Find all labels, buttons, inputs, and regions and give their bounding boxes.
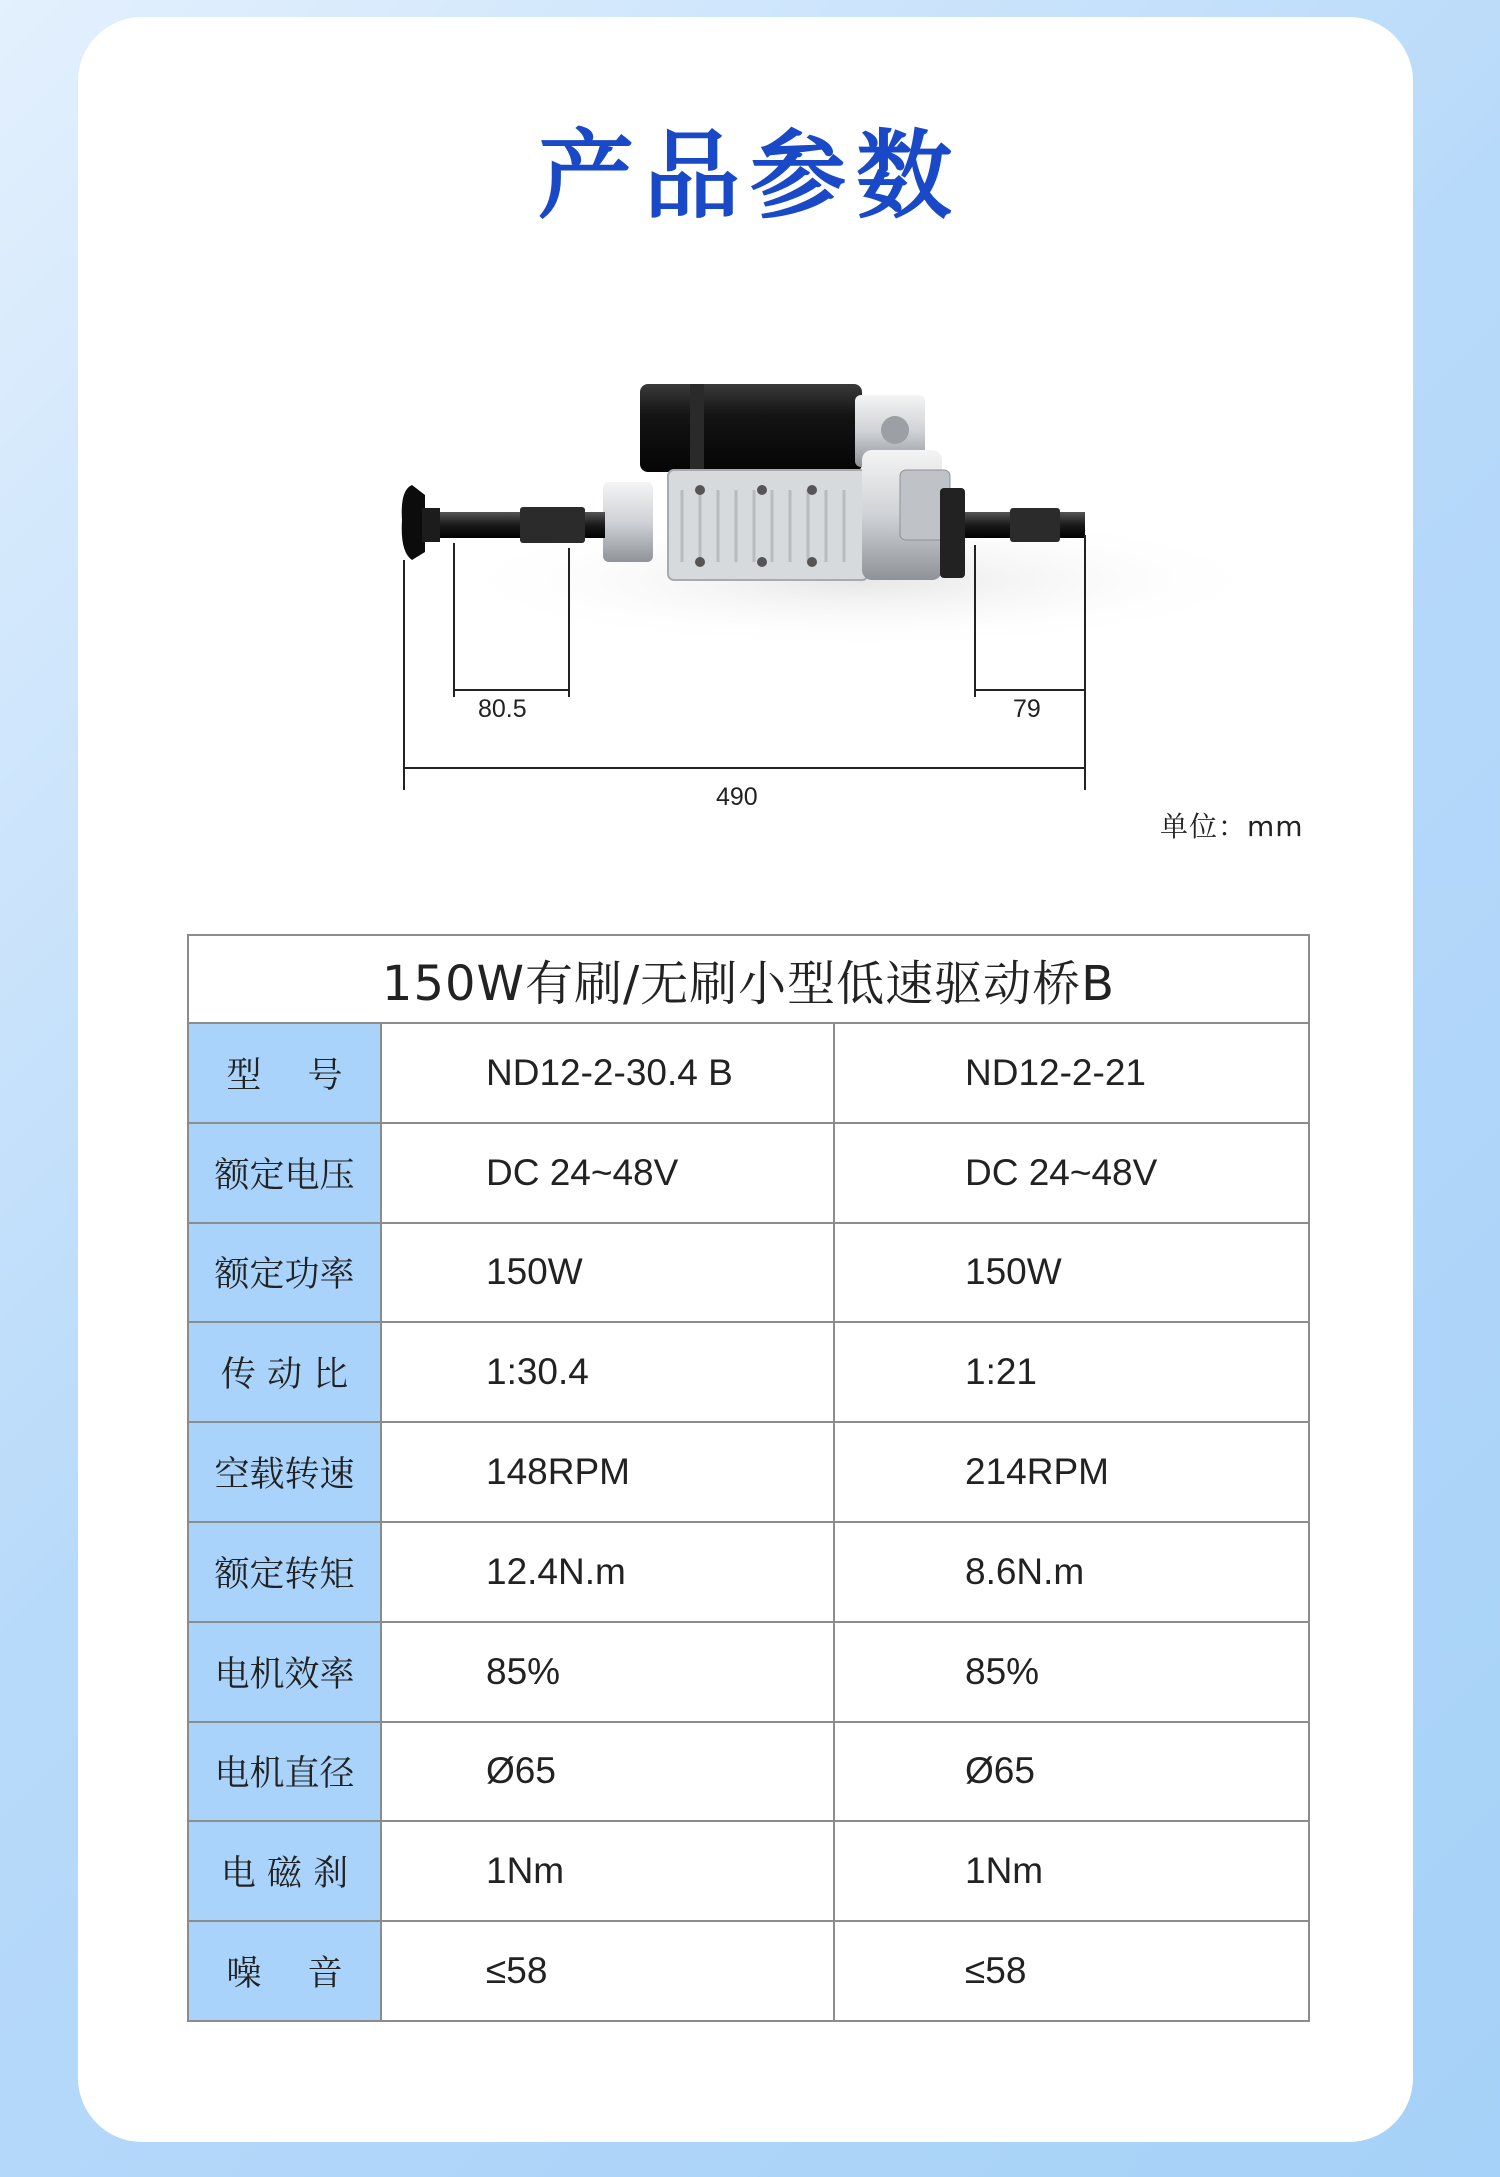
row-value-col1: ND12-2-30.4 B — [381, 1023, 834, 1123]
row-value-col2: ≤58 — [834, 1921, 1309, 2021]
row-label: 传 动 比 — [188, 1322, 381, 1422]
row-label: 电 磁 刹 — [188, 1821, 381, 1921]
table-row — [188, 1223, 1309, 1323]
product-dimension-drawing — [0, 0, 1500, 900]
row-value-col1: 85% — [381, 1622, 834, 1722]
dimension-right-shaft: 79 — [1013, 695, 1041, 723]
table-row — [188, 1622, 1309, 1722]
row-value-col1: DC 24~48V — [381, 1123, 834, 1223]
row-value-col2: 1:21 — [834, 1322, 1309, 1422]
table-row — [188, 1422, 1309, 1522]
row-label: 额定转矩 — [188, 1522, 381, 1622]
page-title: 产品参数 — [538, 120, 962, 232]
row-value-col1: 148RPM — [381, 1422, 834, 1522]
row-value-col1: 1Nm — [381, 1821, 834, 1921]
hub-flange — [402, 485, 440, 560]
row-label: 型 号 — [188, 1023, 381, 1123]
spec-table — [187, 934, 1310, 2022]
row-label: 电机效率 — [188, 1622, 381, 1722]
spec-table-title: 150W有刷/无刷小型低速驱动桥B — [188, 935, 1309, 1023]
row-value-col1: 150W — [381, 1223, 834, 1323]
table-row — [188, 1821, 1309, 1921]
row-label: 空载转速 — [188, 1422, 381, 1522]
row-label: 额定功率 — [188, 1223, 381, 1323]
row-value-col2: 85% — [834, 1622, 1309, 1722]
dimension-total-length: 490 — [716, 783, 758, 811]
table-row — [188, 1921, 1309, 2021]
row-value-col2: 150W — [834, 1223, 1309, 1323]
row-value-col1: 12.4N.m — [381, 1522, 834, 1622]
table-row — [188, 1522, 1309, 1622]
row-value-col2: 214RPM — [834, 1422, 1309, 1522]
row-value-col2: 1Nm — [834, 1821, 1309, 1921]
row-label: 噪 音 — [188, 1921, 381, 2021]
table-row — [188, 1722, 1309, 1822]
row-value-col1: ≤58 — [381, 1921, 834, 2021]
row-value-col2: Ø65 — [834, 1722, 1309, 1822]
row-value-col2: DC 24~48V — [834, 1123, 1309, 1223]
table-row — [188, 1322, 1309, 1422]
unit-label: 单位：mm — [1160, 810, 1304, 843]
row-label: 电机直径 — [188, 1722, 381, 1822]
row-value-col2: 8.6N.m — [834, 1522, 1309, 1622]
table-row — [188, 1123, 1309, 1223]
row-value-col1: 1:30.4 — [381, 1322, 834, 1422]
row-value-col1: Ø65 — [381, 1722, 834, 1822]
row-label: 额定电压 — [188, 1123, 381, 1223]
dimension-left-shaft: 80.5 — [478, 695, 527, 723]
table-row — [188, 1023, 1309, 1123]
row-value-col2: ND12-2-21 — [834, 1023, 1309, 1123]
